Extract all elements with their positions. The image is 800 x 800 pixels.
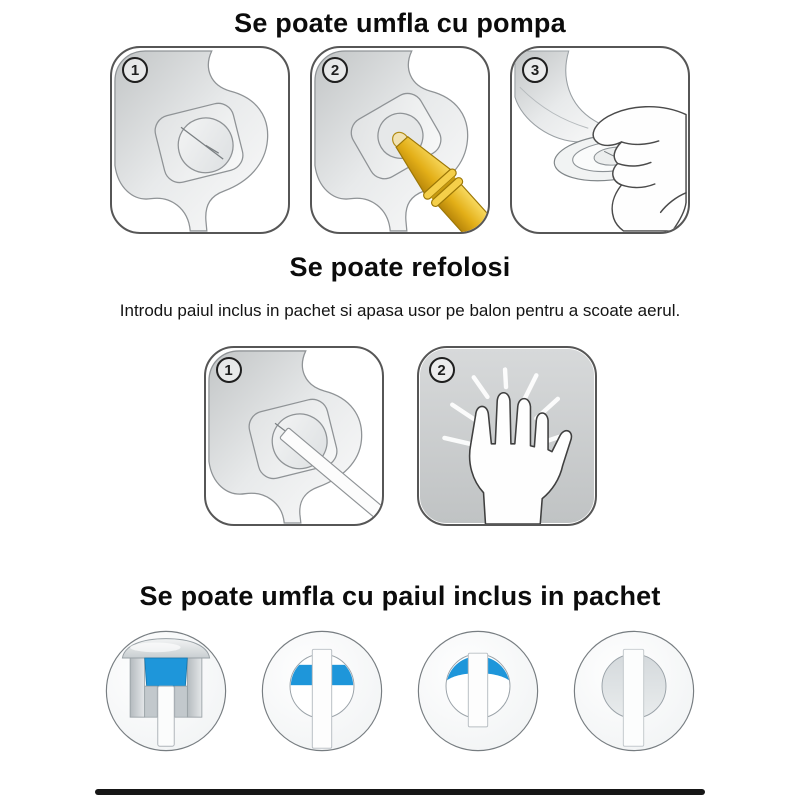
footer-divider-bar — [95, 789, 705, 795]
pump-step-1-panel — [110, 46, 290, 234]
straw — [158, 686, 174, 746]
reuse-step-1-panel — [204, 346, 384, 526]
valve-top-view-2 — [415, 628, 541, 754]
straw-section-title: Se poate umfla cu paiul inclus in pachet — [139, 581, 661, 611]
step-number-badge: 1 — [216, 357, 242, 383]
reuse-step-2-panel — [417, 346, 597, 526]
step-number-badge: 2 — [429, 357, 455, 383]
pump-step-2-panel — [310, 46, 490, 234]
step-number-badge: 3 — [522, 57, 548, 83]
valve-top-view-seal-half-icon — [415, 628, 541, 754]
pump-section-title: Se poate umfla cu pompa — [234, 8, 566, 38]
valve-top-view-1 — [259, 628, 385, 754]
straw — [623, 649, 643, 746]
valve-top-view-no-seal-icon — [571, 628, 697, 754]
reuse-section-title: Se poate refolosi — [289, 252, 511, 282]
pump-step-3-panel — [510, 46, 690, 234]
pump-steps-row — [0, 46, 800, 234]
blue-seal — [145, 658, 188, 686]
straw — [312, 649, 331, 748]
valve-cross-section-straw-icon — [103, 628, 229, 754]
valve-cross-section-view — [103, 628, 229, 754]
straw — [468, 653, 487, 727]
reuse-description: Introdu paiul inclus in pachet si apasa usor pe balon pentru a scoate aerul. — [119, 301, 681, 320]
valve-top-view-seal-open-icon — [259, 628, 385, 754]
step-number-badge: 2 — [322, 57, 348, 83]
valve-top-view-3 — [571, 628, 697, 754]
reuse-steps-row — [0, 346, 800, 526]
step-number-badge: 1 — [122, 57, 148, 83]
valve-views-row — [0, 628, 800, 754]
